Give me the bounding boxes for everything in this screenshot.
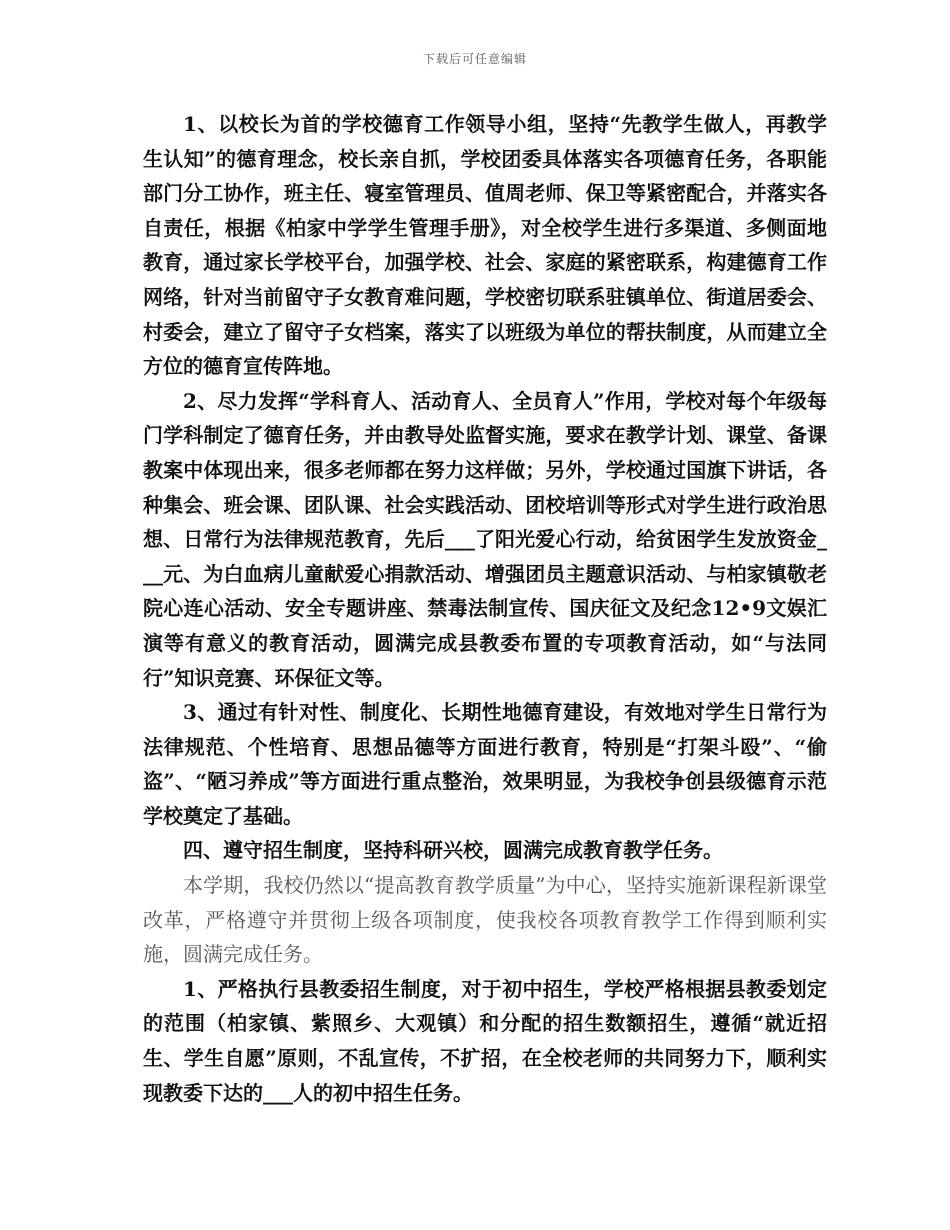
paragraph-behavior-norms: 3、通过有针对性、制度化、长期性地德育建设，有效地对学生日常行为法律规范、个性培育、思想品德等方面进行教育，特别是“打架斗殴”、“偷盗”、“陋习养成”等方面进行重点整治，效果明显，为我校争创县级德育示范学校奠定了基础。 xyxy=(143,700,827,828)
paragraph-leadership-group: 1、以校长为首的学校德育工作领导小组，坚持“先教学生做人，再教学生认知”的德育理念，校长亲自抓，学校团委具体落实各项德育任务，各职能部门分工协作，班主任、寝室管理员、值周老师、保卫等紧密配合，并落实各自责任，根据《柏家中学学生管理手册》，对全校学生进行多渠道、多侧面地教育，通过家长学校平台，加强学校、社会、家庭的紧密联系，构建德育工作网络，针对当前留守子女教育难问题，学校密切联系驻镇单位、街道居委会、村委会，建立了留守子女档案，落实了以班级为单位的帮扶制度，从而建立全方位的德育宣传阵地。 xyxy=(143,112,827,379)
paragraph-moral-education-activities: 2、尽力发挥“学科育人、活动育人、全员育人”作用，学校对每个年级每门学科制定了德育任务，并由教导处监督实施，要求在教学计划、课堂、备课教案中体现出来，很多老师都在努力这样做；另外，学校通过国旗下讲话，各种集会、班会课、团队课、社会实践活动、团校培训等形式对学生进行政治思想、日常行为法律规范教育，先后___了阳光爱心行动，给贫困学生发放资金___元、为白血病儿童献爱心捐款活动、增强团员主题意识活动、与柏家镇敬老院心连心活动、安全专题讲座、禁毒法制宣传、国庆征文及纪念12•9文娱汇演等有意义的教育活动，圆满完成县教委布置的专项教育活动，如“与法同行”知识竞赛、环保征文等。 xyxy=(143,388,827,690)
page-header: 下载后可任意编辑 xyxy=(422,52,527,66)
document-body xyxy=(143,107,827,1110)
paragraph-semester-summary: 本学期，我校仍然以“提高教育教学质量”为中心，坚持实施新课程新课堂改革，严格遵守并贯彻上级各项制度，使我校各项教育教学工作得到顺利实施，圆满完成任务。 xyxy=(143,873,827,967)
paragraph-enrollment-policy: 1、严格执行县教委招生制度，对于初中招生，学校严格根据县教委划定的范围（柏家镇、紫照乡、大观镇）和分配的招生数额招生，遵循“就近招生、学生自愿”原则，不乱宣传，不扩招，在全校老师的共同努力下，顺利实现教委下达的___人的初中招生任务。 xyxy=(143,976,827,1105)
section-heading-enrollment: 四、遵守招生制度，坚持科研兴校，圆满完成教育教学任务。 xyxy=(183,838,723,863)
